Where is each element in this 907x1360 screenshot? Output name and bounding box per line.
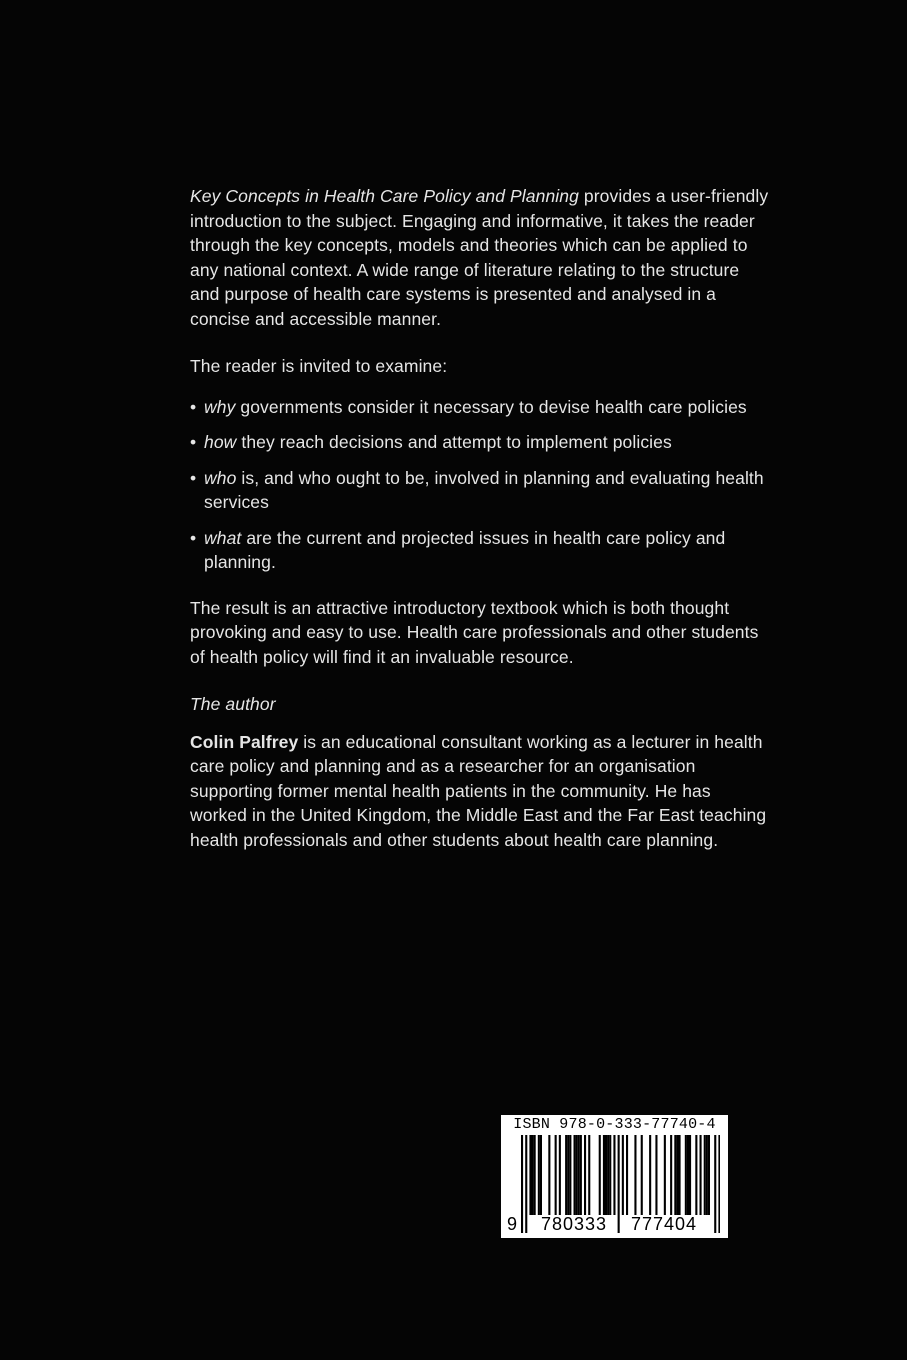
barcode-bar <box>700 1135 702 1215</box>
author-bio <box>190 730 770 853</box>
barcode-bar <box>532 1135 534 1215</box>
barcode-bar <box>714 1135 716 1233</box>
bullet-icon: • <box>190 467 197 488</box>
barcode-right-digits: 777404 <box>621 1215 707 1233</box>
barcode-bar <box>626 1135 628 1215</box>
barcode-bar <box>704 1135 706 1215</box>
barcode-bar <box>641 1135 643 1215</box>
barcode-left-digits: 780333 <box>532 1215 616 1233</box>
barcode-bar <box>521 1135 523 1233</box>
barcode-first-digit: 9 <box>507 1214 518 1234</box>
barcode-bar <box>718 1135 720 1233</box>
question-list <box>190 395 770 575</box>
barcode-bar <box>534 1135 536 1215</box>
list-item-text: governments consider it necessary to devise health care policies <box>235 396 747 417</box>
barcode-bar <box>555 1135 557 1215</box>
isbn-number: ISBN 978-0-333-77740-4 <box>513 1116 716 1133</box>
list-item-lead: how <box>204 432 237 452</box>
barcode-bar <box>565 1135 567 1215</box>
barcode-bar <box>708 1135 710 1215</box>
barcode-bar <box>580 1135 582 1215</box>
list-item-text: is, and who ought to be, involved in planning and evaluating health services <box>204 467 764 512</box>
barcode-bar <box>649 1135 651 1215</box>
barcode-bar <box>706 1135 708 1215</box>
barcode-bar <box>576 1135 578 1215</box>
bullet-icon: • <box>190 432 197 452</box>
barcode-bar <box>689 1135 691 1215</box>
result-paragraph: The result is an attractive introductory textbook which is both thought provoking and easy to use. Health care professionals and other students of health policy will find it an invaluable resource. <box>190 597 759 667</box>
barcode-bar <box>685 1135 687 1215</box>
barcode-bar <box>613 1135 615 1215</box>
barcode-bar <box>574 1135 576 1215</box>
list-item <box>190 466 770 515</box>
author-heading: The author <box>190 694 276 714</box>
barcode-bar <box>670 1135 672 1215</box>
barcode-bar <box>676 1135 678 1215</box>
list-item-lead: what <box>204 527 242 548</box>
barcode-bar <box>674 1135 676 1215</box>
list-item-lead: who <box>204 467 237 488</box>
barcode-bar <box>687 1135 689 1215</box>
barcode-bar <box>679 1135 681 1215</box>
list-item-text: they reach decisions and attempt to implement policies <box>236 432 672 452</box>
barcode-bar <box>529 1135 531 1215</box>
isbn-barcode <box>501 1115 728 1238</box>
barcode-bar <box>634 1135 636 1215</box>
barcode-bar <box>599 1135 601 1215</box>
barcode-bar <box>525 1135 527 1233</box>
bullet-icon: • <box>190 396 197 417</box>
blurb-text <box>190 184 770 852</box>
barcode-bar <box>655 1135 657 1215</box>
barcode-bar <box>603 1135 605 1215</box>
barcode-bar <box>567 1135 569 1215</box>
intro-text: provides a user-friendly introduction to the subject. Engaging and informative, it takes the reader through the key concepts, models and theories which can be applied to any national context. A wide range of literature relating to the structure and purpose of health care systems is presented and analysed in a concise and accessible manner. <box>190 186 769 329</box>
list-item-lead: why <box>204 396 236 417</box>
barcode-bar <box>538 1135 540 1215</box>
barcode-bar <box>609 1135 611 1215</box>
barcode-bar <box>588 1135 590 1215</box>
author-name: Colin Palfrey <box>190 731 299 752</box>
barcode-bar <box>618 1135 620 1233</box>
intro-paragraph <box>190 184 770 331</box>
lead-in-text: The reader is invited to examine: <box>190 356 448 376</box>
barcode-bar <box>578 1135 580 1215</box>
list-item <box>190 395 770 420</box>
barcode-bar <box>695 1135 697 1215</box>
list-item <box>190 526 770 575</box>
book-title: Key Concepts in Health Care Policy and Planning <box>190 186 579 206</box>
barcode-bar <box>548 1135 550 1215</box>
barcode-bar <box>569 1135 571 1215</box>
list-item-text: are the current and projected issues in health care policy and planning. <box>204 527 726 572</box>
barcode-bar <box>607 1135 609 1215</box>
list-item <box>190 430 770 455</box>
barcode-bar <box>540 1135 542 1215</box>
bullet-icon: • <box>190 527 197 548</box>
barcode-bar <box>605 1135 607 1215</box>
barcode-bar <box>559 1135 561 1215</box>
barcode-bar <box>664 1135 666 1215</box>
author-bio-text: is an educational consultant working as a lecturer in health care policy and planning and as a researcher for an organisation supporting former mental health patients in the community. He has worked in the United Kingdom, the Middle East and the Far East teaching health professionals and other students about health care planning. <box>190 731 767 850</box>
barcode-bar <box>584 1135 586 1215</box>
